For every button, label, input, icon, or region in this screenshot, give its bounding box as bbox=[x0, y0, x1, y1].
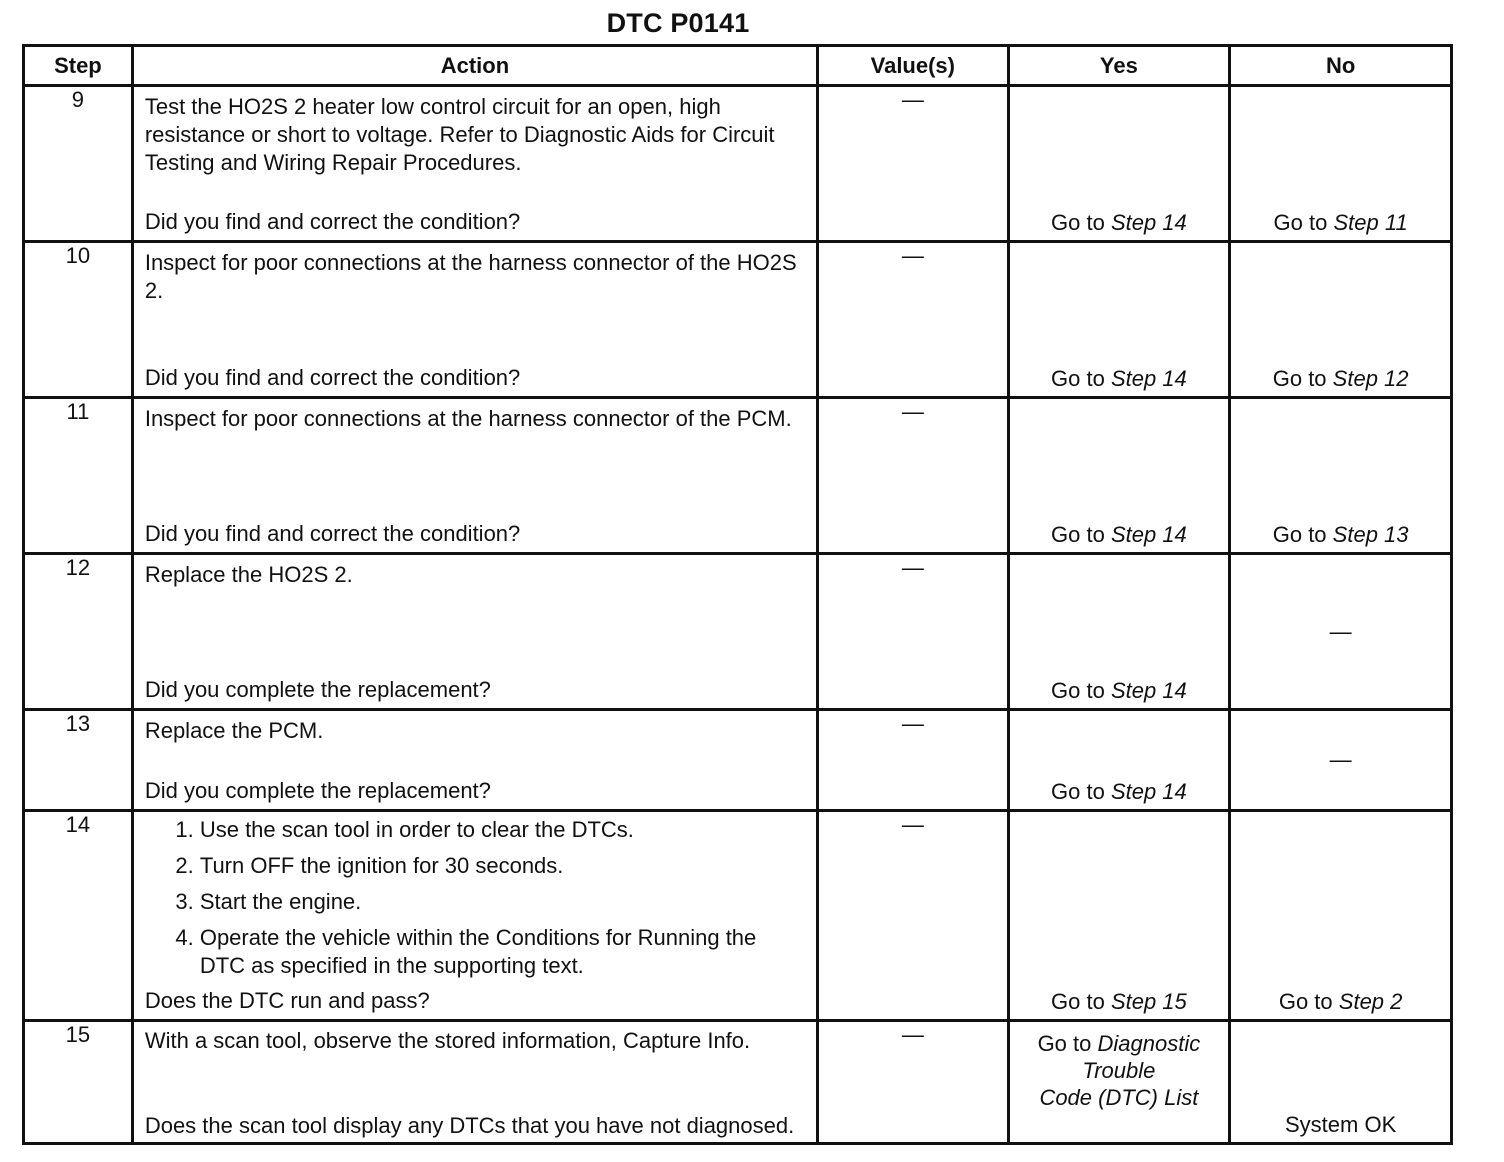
header-action: Action bbox=[132, 46, 817, 86]
header-row bbox=[24, 46, 1452, 86]
action-cell bbox=[132, 710, 817, 811]
table-row bbox=[24, 242, 1452, 398]
step-number: 13 bbox=[24, 710, 133, 811]
table-row bbox=[24, 1021, 1452, 1144]
step-number: 12 bbox=[24, 554, 133, 710]
list-item: 1. Use the scan tool in order to clear the DTCs. bbox=[200, 816, 806, 844]
no-value: — bbox=[1329, 618, 1352, 644]
action-question: Did you complete the replacement? bbox=[144, 778, 491, 803]
action-text: Inspect for poor connections at the harness connector of the HO2S 2. bbox=[144, 250, 797, 303]
yes-ref-line3: Code (DTC) List bbox=[1039, 1085, 1199, 1110]
header-yes: Yes bbox=[1008, 46, 1230, 86]
action-cell bbox=[132, 1021, 817, 1144]
action-cell bbox=[132, 811, 817, 1021]
value-cell: — bbox=[818, 554, 1008, 710]
action-text: Replace the HO2S 2. bbox=[144, 562, 353, 587]
header-no: No bbox=[1230, 46, 1452, 86]
yes-step-link: Step 14 bbox=[1110, 522, 1187, 547]
no-prefix: Go to bbox=[1278, 989, 1333, 1014]
value-cell: — bbox=[818, 242, 1008, 398]
header-step: Step bbox=[24, 46, 133, 86]
step-number: 14 bbox=[24, 811, 133, 1021]
action-question: Does the DTC run and pass? bbox=[144, 988, 430, 1013]
no-cell bbox=[1230, 398, 1452, 554]
step-number: 9 bbox=[24, 86, 133, 242]
step-number: 15 bbox=[24, 1021, 133, 1144]
no-cell bbox=[1230, 811, 1452, 1021]
no-step-link: Step 2 bbox=[1338, 989, 1403, 1014]
action-cell bbox=[132, 554, 817, 710]
header-values: Value(s) bbox=[818, 46, 1008, 86]
value-cell: — bbox=[818, 1021, 1008, 1144]
procedure-list bbox=[134, 812, 816, 980]
action-cell bbox=[132, 242, 817, 398]
yes-ref-line1: Diagnostic bbox=[1097, 1031, 1201, 1056]
no-prefix: Go to bbox=[1272, 522, 1327, 547]
yes-prefix: Go to bbox=[1051, 366, 1105, 391]
yes-cell bbox=[1008, 242, 1230, 398]
value-cell: — bbox=[818, 86, 1008, 242]
no-step-link: Step 11 bbox=[1333, 210, 1408, 235]
yes-cell bbox=[1008, 1021, 1230, 1144]
no-value: System OK bbox=[1285, 1112, 1397, 1137]
action-cell bbox=[132, 398, 817, 554]
no-cell bbox=[1230, 86, 1452, 242]
action-cell bbox=[132, 86, 817, 242]
action-question: Did you complete the replacement? bbox=[144, 677, 491, 702]
action-question: Does the scan tool display any DTCs that you have not diagnosed. bbox=[144, 1113, 795, 1138]
table-row bbox=[24, 86, 1452, 242]
action-text: Replace the PCM. bbox=[144, 718, 324, 743]
action-question: Did you find and correct the condition? bbox=[144, 521, 521, 546]
no-cell bbox=[1230, 710, 1452, 811]
list-item: 4. Operate the vehicle within the Conditions for Running the DTC as specified in the supporting text. bbox=[200, 924, 806, 980]
yes-prefix: Go to bbox=[1037, 1031, 1092, 1056]
list-item: 2. Turn OFF the ignition for 30 seconds. bbox=[200, 852, 806, 880]
list-item: 3. Start the engine. bbox=[200, 888, 806, 916]
no-value: — bbox=[1329, 747, 1352, 772]
table-row bbox=[24, 811, 1452, 1021]
yes-cell bbox=[1008, 811, 1230, 1021]
dtc-table bbox=[22, 44, 1453, 1145]
value-cell: — bbox=[818, 811, 1008, 1021]
no-cell bbox=[1230, 1021, 1452, 1144]
step-number: 11 bbox=[24, 398, 133, 554]
table-row bbox=[24, 554, 1452, 710]
yes-step-link: Step 14 bbox=[1110, 678, 1187, 703]
page-title: DTC P0141 bbox=[606, 8, 750, 38]
action-question: Did you find and correct the condition? bbox=[144, 209, 521, 234]
action-text: With a scan tool, observe the stored information, Capture Info. bbox=[144, 1028, 751, 1053]
yes-prefix: Go to bbox=[1051, 779, 1105, 804]
yes-prefix: Go to bbox=[1051, 678, 1105, 703]
yes-cell bbox=[1008, 710, 1230, 811]
table-row bbox=[24, 710, 1452, 811]
yes-step-link: Step 14 bbox=[1110, 779, 1187, 804]
yes-cell bbox=[1008, 554, 1230, 710]
no-step-link: Step 13 bbox=[1332, 522, 1409, 547]
yes-step-link: Step 14 bbox=[1110, 366, 1187, 391]
no-step-link: Step 12 bbox=[1332, 366, 1409, 391]
action-text: Test the HO2S 2 heater low control circuit for an open, high resistance or short to voltage. Refer to Diagnostic Aids for Circuit Testing and Wiring Repair Procedures. bbox=[144, 94, 775, 175]
yes-prefix: Go to bbox=[1051, 989, 1105, 1014]
value-cell: — bbox=[818, 398, 1008, 554]
action-text: Inspect for poor connections at the harness connector of the PCM. bbox=[144, 406, 792, 431]
yes-prefix: Go to bbox=[1051, 522, 1105, 547]
yes-ref-line2: Trouble bbox=[1082, 1058, 1156, 1083]
no-cell bbox=[1230, 554, 1452, 710]
no-prefix: Go to bbox=[1272, 366, 1327, 391]
yes-step-link: Step 14 bbox=[1110, 210, 1187, 235]
no-cell bbox=[1230, 242, 1452, 398]
step-number: 10 bbox=[24, 242, 133, 398]
no-prefix: Go to bbox=[1273, 210, 1328, 235]
yes-cell bbox=[1008, 86, 1230, 242]
yes-cell bbox=[1008, 398, 1230, 554]
action-question: Did you find and correct the condition? bbox=[144, 365, 521, 390]
yes-step-link: Step 15 bbox=[1110, 989, 1187, 1014]
yes-prefix: Go to bbox=[1051, 210, 1105, 235]
value-cell: — bbox=[818, 710, 1008, 811]
table-row bbox=[24, 398, 1452, 554]
